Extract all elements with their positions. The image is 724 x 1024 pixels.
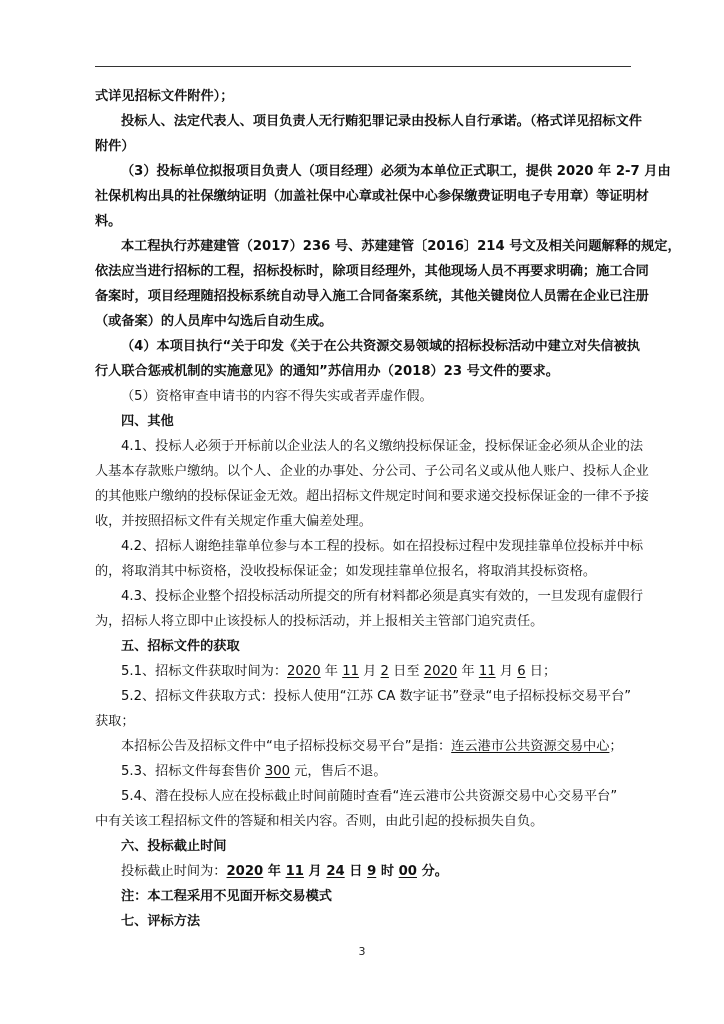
clause-4-2-line-2: 的，将取消其中标资格，没收投标保证金；如发现挂靠单位报名，将取消其投标资格。 <box>95 564 597 579</box>
clause-5-3: 5.3、招标文件每套售价 300 元，售后不退。 <box>121 764 387 779</box>
clause-5-2-line-2: 获取； <box>95 714 135 729</box>
qualification-line-3: 附件） <box>95 139 135 154</box>
section-heading-obtain-documents: 五、招标文件的获取 <box>121 639 240 654</box>
qualification-line-5: 社保机构出具的社保缴纳证明（加盖社保中心章或社保中心参保缴费证明电子专用章）等证明材 <box>95 189 649 204</box>
qualification-line-12: 行人联合惩戒机制的实施意见》的通知”苏信用办（2018）23 号文件的要求。 <box>95 364 559 379</box>
deadline-minute: 00 <box>398 864 417 879</box>
section-heading-other: 四、其他 <box>121 414 174 429</box>
qualification-line-2: 投标人、法定代表人、项目负责人无行贿犯罪记录由投标人自行承诺。（格式详见招标文件 <box>121 114 642 129</box>
header-rule <box>95 66 631 67</box>
start-year: 2020 <box>287 664 321 679</box>
qualification-line-4: （3）投标单位拟报项目负责人（项目经理）必须为本单位正式职工，提供 2020 年 2-7 月由 <box>121 164 671 179</box>
end-month: 11 <box>478 664 496 679</box>
document-price: 300 <box>264 764 291 779</box>
clause-4-1-line-3: 的其他账户缴纳的投标保证金无效。超出招标文件规定时间和要求递交投标保证金的一律不予接 <box>95 489 649 504</box>
deadline-hour: 9 <box>367 864 377 879</box>
deadline-year: 2020 <box>226 864 264 879</box>
bid-deadline: 投标截止时间为：2020 年 11 月 24 日 9 时 00 分。 <box>121 864 448 879</box>
qualification-line-7: 本工程执行苏建建管（2017）236 号、苏建建管〔2016〕214 号文及相关问题解释的规定， <box>121 239 681 254</box>
qualification-line-13: （5）资格审查申请书的内容不得失实或者弄虚作假。 <box>121 389 433 404</box>
clause-4-1-line-2: 人基本存款账户缴纳。以个人、企业的办事处、分公司、子公司名义或从他人账户、投标人企业 <box>95 464 649 479</box>
page-number: 3 <box>358 945 366 958</box>
clause-4-2-line-1: 4.2、招标人谢绝挂靠单位参与本工程的投标。如在招投标过程中发现挂靠单位投标并中标 <box>121 539 644 554</box>
deadline-month: 11 <box>285 864 304 879</box>
qualification-line-6: 料。 <box>95 214 122 229</box>
end-year: 2020 <box>423 664 458 679</box>
online-opening-note: 注：本工程采用不见面开标交易模式 <box>121 889 332 904</box>
start-day: 2 <box>380 664 389 679</box>
clause-4-3-line-1: 4.3、投标企业整个招投标活动所提交的所有材料都必须是真实有效的，一旦发现有虚假行 <box>121 589 644 604</box>
clause-5-1: 5.1、招标文件获取时间为：2020 年 11 月 2 日至 2020 年 11 月 6 日； <box>121 664 557 679</box>
clause-4-1-line-4: 收，并按照招标文件有关规定作重大偏差处理。 <box>95 514 372 529</box>
section-heading-evaluation: 七、评标方法 <box>121 914 201 929</box>
qualification-line-11: （4）本项目执行“关于印发《关于在公共资源交易领域的招标投标活动中建立对失信被执 <box>121 339 640 354</box>
start-month: 11 <box>342 664 359 679</box>
clause-5-2-line-1: 5.2、招标文件获取方式：投标人使用“江苏 CA 数字证书”登录“电子招标投标交易平台” <box>121 689 632 704</box>
qualification-line-1: 式详见招标文件附件）； <box>95 89 234 104</box>
section-heading-deadline: 六、投标截止时间 <box>121 839 227 854</box>
qualification-line-9: 备案时，项目经理随招投标系统自动导入施工合同备案系统，其他关键岗位人员需在企业已注册 <box>95 289 649 304</box>
qualification-line-10: （或备案）的人员库中勾选后自动生成。 <box>95 314 333 329</box>
platform-name: 连云港市公共资源交易中心 <box>451 739 610 754</box>
clause-5-4-line-1: 5.4、潜在投标人应在投标截止时间前随时查看“连云港市公共资源交易中心交易平台” <box>121 789 618 804</box>
clause-4-3-line-2: 为，招标人将立即中止该投标人的投标活动，并上报相关主管部门追究责任。 <box>95 614 544 629</box>
qualification-line-8: 依法应当进行招标的工程，招标投标时，除项目经理外，其他现场人员不再要求明确；施工合同 <box>95 264 649 279</box>
clause-4-1-line-1: 4.1、投标人必须于开标前以企业法人的名义缴纳投标保证金，投标保证金必须从企业的法 <box>121 439 644 454</box>
platform-note: 本招标公告及招标文件中“电子招标投标交易平台”是指：连云港市公共资源交易中心； <box>121 739 623 754</box>
clause-5-4-line-2: 中有关该工程招标文件的答疑和相关内容。否则，由此引起的投标损失自负。 <box>95 814 544 829</box>
deadline-day: 24 <box>326 864 345 879</box>
end-day: 6 <box>517 664 526 679</box>
